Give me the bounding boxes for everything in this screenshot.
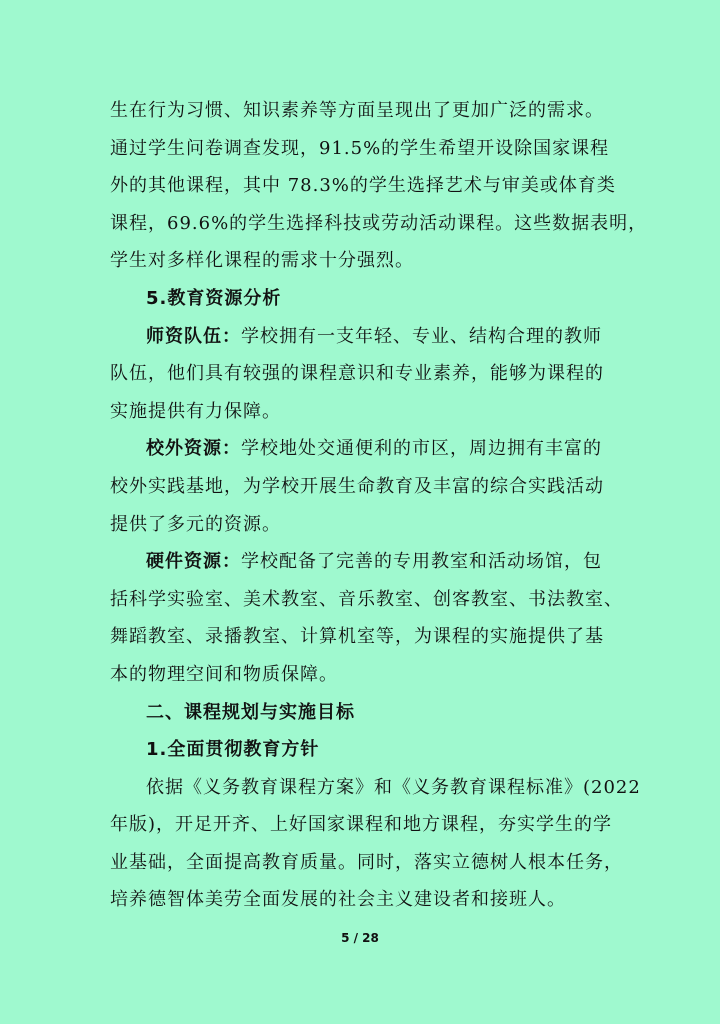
page-number: 5 / 28 bbox=[341, 931, 379, 945]
needs-line-3: 外的其他课程，其中 78.3%的学生选择艺术与审美或体育类 bbox=[110, 175, 616, 197]
hardware-line-2: 括科学实验室、美术教室、音乐教室、创客教室、书法教室、 bbox=[110, 588, 623, 610]
subheading-education-policy: 1.全面贯彻教育方针 bbox=[146, 739, 320, 761]
policy-line-1: 依据《义务教育课程方案》和《义务教育课程标准》(2022 bbox=[146, 776, 641, 798]
policy-line-4: 培养德智体美劳全面发展的社会主义建设者和接班人。 bbox=[110, 889, 566, 911]
teachers-label: 师资队伍： bbox=[146, 325, 241, 347]
external-line-3: 提供了多元的资源。 bbox=[110, 513, 281, 535]
needs-line-4: 课程，69.6%的学生选择科技或劳动活动课程。这些数据表明， bbox=[110, 212, 648, 234]
external-text-1: 学校地处交通便利的市区，周边拥有丰富的 bbox=[241, 438, 602, 460]
heading-resource-analysis: 5.教育资源分析 bbox=[146, 287, 282, 309]
external-line-2: 校外实践基地，为学校开展生命教育及丰富的综合实践活动 bbox=[110, 475, 604, 497]
teachers-line-1 bbox=[110, 318, 622, 356]
hardware-label: 硬件资源： bbox=[146, 551, 241, 573]
teachers-line-2: 队伍，他们具有较强的课程意识和专业素养，能够为课程的 bbox=[110, 363, 604, 385]
teachers-line-3: 实施提供有力保障。 bbox=[110, 400, 281, 422]
external-label: 校外资源： bbox=[146, 438, 241, 460]
hardware-line-1 bbox=[110, 543, 622, 581]
policy-line-3: 业基础，全面提高教育质量。同时，落实立德树人根本任务， bbox=[110, 851, 623, 873]
needs-line-2: 通过学生问卷调查发现，91.5%的学生希望开设除国家课程 bbox=[110, 137, 610, 159]
body-text bbox=[110, 92, 648, 919]
policy-line-2: 年版)，开足开齐、上好国家课程和地方课程，夯实学生的学 bbox=[110, 814, 613, 836]
hardware-line-3: 舞蹈教室、录播教室、计算机室等，为课程的实施提供了基 bbox=[110, 626, 604, 648]
teachers-text-1: 学校拥有一支年轻、专业、结构合理的教师 bbox=[241, 325, 602, 347]
hardware-line-4: 本的物理空间和物质保障。 bbox=[110, 663, 338, 685]
section-two-title: 二、课程规划与实施目标 bbox=[146, 701, 355, 723]
hardware-text-1: 学校配备了完善的专用教室和活动场馆，包 bbox=[241, 551, 602, 573]
external-line-1 bbox=[110, 430, 622, 468]
needs-line-1: 生在行为习惯、知识素养等方面呈现出了更加广泛的需求。 bbox=[110, 100, 604, 121]
needs-line-5: 学生对多样化课程的需求十分强烈。 bbox=[110, 250, 414, 272]
